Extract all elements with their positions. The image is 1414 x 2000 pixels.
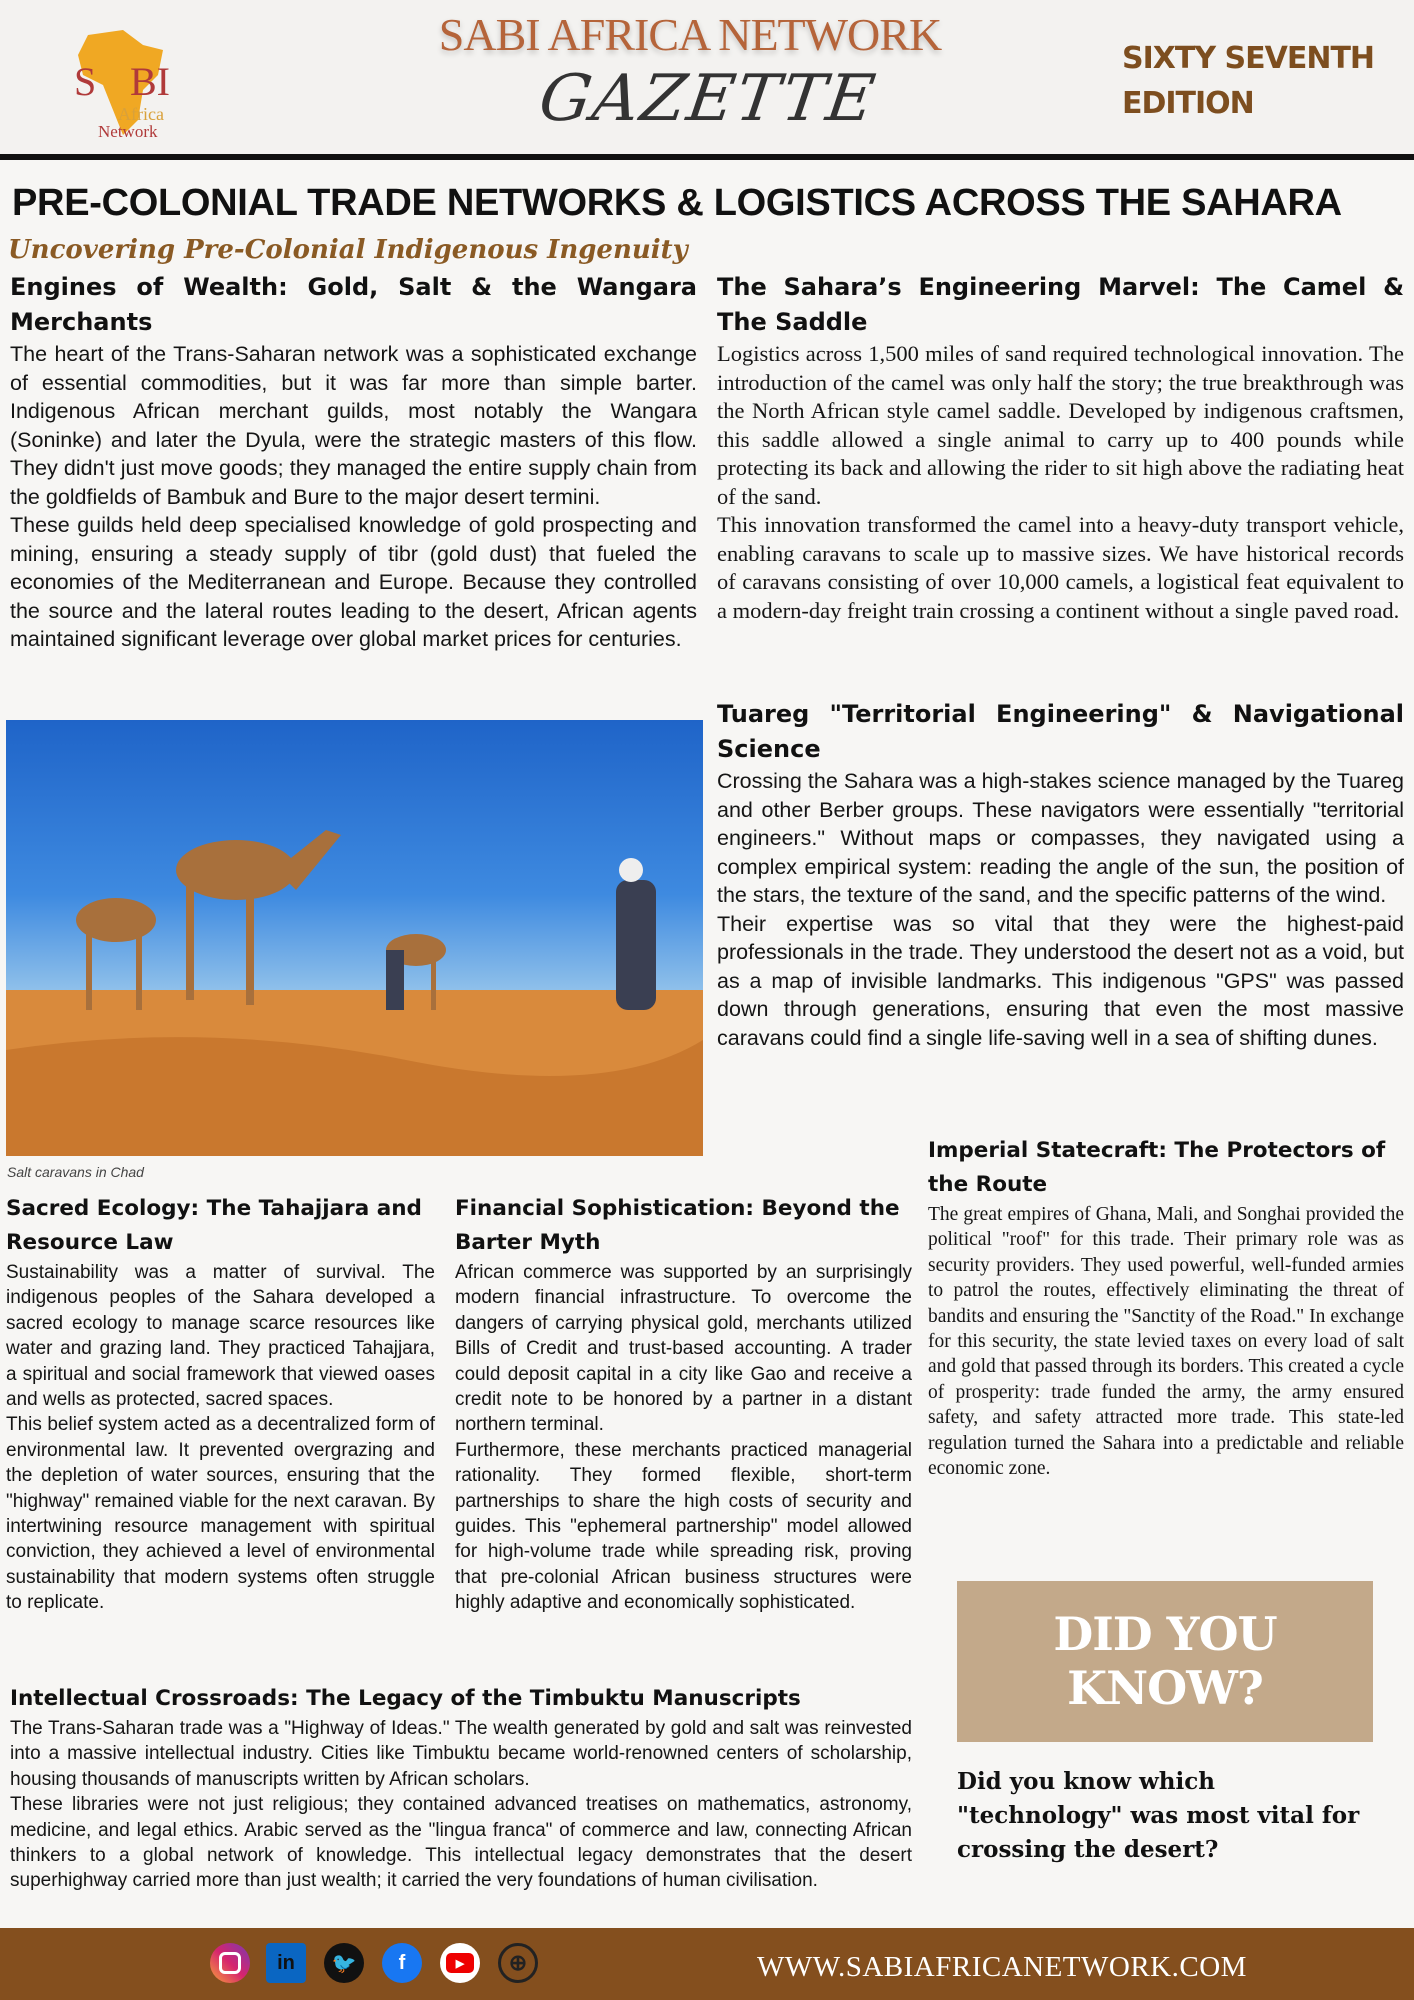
section-heading: Tuareg "Territorial Engineering" & Navigational Science bbox=[717, 700, 1404, 763]
subtitle: Uncovering Pre-Colonial Indigenous Ingenuity bbox=[8, 235, 688, 265]
paragraph: Their expertise was so vital that they were the highest-paid professionals in the trade. They understood the desert not as a void, but as a map of invisible landmarks. This indigenous "GPS" was passed down through generations, ensuring that even the most massive caravans could find a single life-saving well in a sea of shifting dunes. bbox=[717, 911, 1404, 1050]
section-ecology bbox=[6, 1192, 435, 1616]
did-you-know-question: Did you know which "technology" was most vital for crossing the desert? bbox=[957, 1768, 1360, 1863]
section-heading: Intellectual Crossroads: The Legacy of the Timbuktu Manuscripts bbox=[10, 1686, 801, 1711]
svg-text:Africa: Africa bbox=[118, 104, 164, 124]
svg-text:Network: Network bbox=[98, 122, 158, 141]
header-divider bbox=[0, 154, 1414, 160]
section-heading: Engines of Wealth: Gold, Salt & the Wangara Merchants bbox=[10, 273, 697, 336]
paragraph: The great empires of Ghana, Mali, and Songhai provided the political "roof" for this trade. Their primary role was as security providers. They used powerful, well-funded armies to patrol the routes, effectively eliminating the threat of bandits and ensuring the "Sanctity of the Road." In exchange for this security, the state levied taxes on every load of salt and gold that passed through its borders. This created a cycle of prosperity: trade funded the army, the army ensured safety, and safety attracted more trade. This state-led regulation turned the Sahara into a predictable and reliable economic zone. bbox=[928, 1204, 1404, 1480]
youtube-icon[interactable]: ▶ bbox=[440, 1943, 480, 1983]
website-link[interactable]: WWW.SABIAFRICANETWORK.COM bbox=[757, 1951, 1247, 1983]
paragraph: The Trans-Saharan trade was a "Highway of Ideas." The wealth generated by gold and salt was reinvested into a massive intellectual industry. Cities like Timbuktu became world-renowned centers of scholarship, housing thousands of manuscripts written by African scholars. bbox=[10, 1718, 912, 1790]
section-finance bbox=[455, 1192, 912, 1616]
section-heading: Imperial Statecraft: The Protectors of the Route bbox=[928, 1138, 1386, 1197]
paragraph: These guilds held deep specialised knowledge of gold prospecting and mining, ensuring a steady supply of tibr (gold dust) that fueled the economies of the Mediterranean and Europe. Because they controlled the source and the lateral routes leading to the desert, African agents maintained significant leverage over global market prices for centuries. bbox=[10, 513, 697, 651]
paragraph: Furthermore, these merchants practiced managerial rationality. They formed flexible, short-term partnerships to share the high costs of security and guides. This "ephemeral partnership" model allowed for high-volume trade while spreading risk, proving that pre-colonial African business structures were highly adaptive and economically sophisticated. bbox=[455, 1439, 912, 1614]
gazette-title: GAZETTE bbox=[534, 62, 882, 136]
section-timbuktu bbox=[10, 1682, 912, 1894]
edition-label: SIXTY SEVENTH EDITION bbox=[1122, 41, 1375, 121]
caravan-photo bbox=[6, 720, 703, 1156]
twitter-icon[interactable]: 🐦 bbox=[324, 1943, 364, 1983]
section-heading: The Sahara’s Engineering Marvel: The Camel & The Saddle bbox=[717, 273, 1404, 336]
camel-caravan-illustration bbox=[6, 720, 703, 1156]
photo-caption: Salt caravans in Chad bbox=[7, 1164, 144, 1180]
paragraph: African commerce was supported by an surprisingly modern financial infrastructure. To overcome the dangers of carrying physical gold, merchants utilized Bills of Credit and trust-based accounting. A trader could deposit capital in a city like Gao and receive a credit note to be honored by a partner in a distant northern terminal. bbox=[455, 1262, 912, 1436]
globe-icon[interactable]: ⊕ bbox=[498, 1943, 538, 1983]
brand-name: SABI AFRICA NETWORK bbox=[438, 9, 942, 60]
page-title: PRE-COLONIAL TRADE NETWORKS & LOGISTICS ACROSS THE SAHARA bbox=[12, 182, 1342, 224]
paragraph: This belief system acted as a decentralized form of environmental law. It prevented overgrazing and the depletion of water sources, ensuring that the "highway" remained viable for the next caravan. By intertwining resource management with spiritual conviction, they achieved a level of environmental sustainability that modern systems often struggle to replicate. bbox=[6, 1414, 435, 1614]
section-imperial bbox=[928, 1134, 1404, 1481]
did-you-know-banner: DID YOU KNOW? bbox=[957, 1581, 1373, 1742]
section-camel bbox=[717, 270, 1404, 625]
instagram-icon[interactable] bbox=[210, 1943, 250, 1983]
section-heading: Financial Sophistication: Beyond the Barter Myth bbox=[455, 1196, 900, 1255]
svg-text:BI: BI bbox=[130, 59, 170, 104]
linkedin-label: in bbox=[277, 1951, 295, 1974]
paragraph: This innovation transformed the camel into a heavy-duty transport vehicle, enabling caravans to scale up to massive sizes. We have historical records of caravans consisting of over 10,000 camels, a logistical feat equivalent to a modern-day freight train crossing a continent without a single paved road. bbox=[717, 512, 1404, 623]
section-wealth bbox=[10, 270, 697, 654]
linkedin-icon[interactable] bbox=[266, 1943, 306, 1983]
svg-text:S: S bbox=[74, 59, 97, 104]
paragraph: Crossing the Sahara was a high-stakes science managed by the Tuareg and other Berber groups. These navigators were essentially "territorial engineers." Without maps or compasses, they navigated using a complex empirical system: reading the angle of the sun, the position of the stars, the texture of the sand, and the specific patterns of the wind. bbox=[717, 769, 1404, 907]
paragraph: The heart of the Trans-Saharan network was a sophisticated exchange of essential commodities, but it was far more than simple barter. Indigenous African merchant guilds, most notably the Wangara (Soninke) and later the Dyula, were the strategic masters of this flow. They didn't just move goods; they managed the entire supply chain from the goldfields of Bambuk and Bure to the major desert termini. bbox=[10, 342, 697, 509]
paragraph: Logistics across 1,500 miles of sand required technological innovation. The introduction of the camel was only half the story; the true breakthrough was the North African style camel saddle. Developed by indigenous craftsmen, this saddle allowed a single animal to carry up to 400 pounds while protecting its back and allowing the rider to sit high above the radiating heat of the sand. bbox=[717, 341, 1404, 509]
paragraph: Sustainability was a matter of survival. The indigenous peoples of the Sahara developed a sacred ecology to manage scarce resources like water and grazing land. They practiced Tahajjara, a spiritual and social framework that viewed oases and wells as protected, sacred spaces. bbox=[6, 1262, 435, 1411]
sabi-logo bbox=[68, 25, 188, 145]
section-tuareg bbox=[717, 697, 1404, 1052]
facebook-icon[interactable]: f bbox=[382, 1943, 422, 1983]
section-heading: Sacred Ecology: The Tahajjara and Resource Law bbox=[6, 1196, 422, 1255]
paragraph: These libraries were not just religious; they contained advanced treatises on mathematics, astronomy, medicine, and legal ethics. Arabic served as the "lingua franca" of commerce and law, connecting African thinkers to a global network of knowledge. This intellectual legacy demonstrates that the desert superhighway carried more than just wealth; it carried the very foundations of human civilisation. bbox=[10, 1794, 912, 1892]
